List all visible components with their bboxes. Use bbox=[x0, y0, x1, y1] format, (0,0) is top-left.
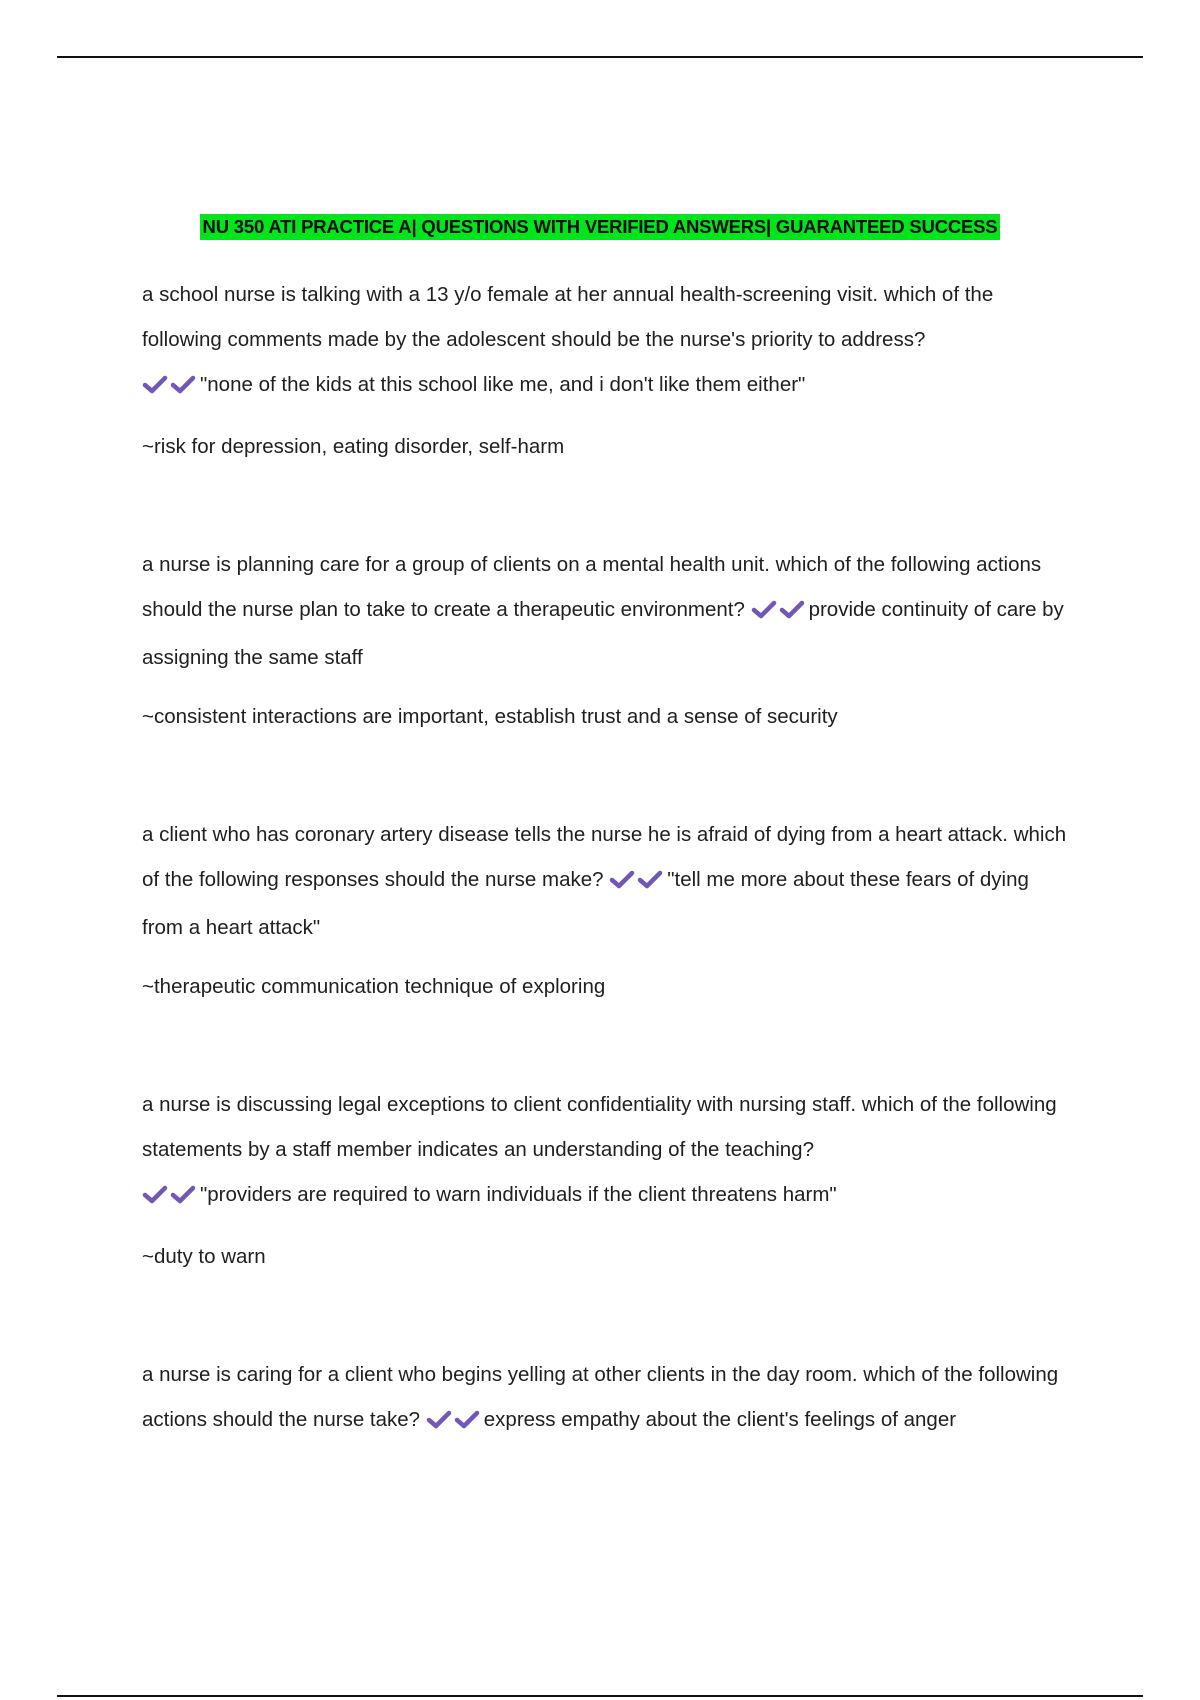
spacer bbox=[142, 1009, 1072, 1082]
answer-text: "none of the kids at this school like me, and i don't like them either" bbox=[200, 373, 806, 396]
qa-item bbox=[142, 542, 1072, 739]
answer-text: "providers are required to warn individuals if the client threatens harm" bbox=[200, 1183, 837, 1206]
question-paragraph bbox=[142, 272, 1072, 410]
spacer bbox=[142, 739, 1072, 812]
rationale-text: ~duty to warn bbox=[142, 1245, 266, 1268]
question-paragraph bbox=[142, 1352, 1072, 1445]
qa-item bbox=[142, 1352, 1072, 1445]
double-check-icon bbox=[426, 1400, 482, 1445]
question-paragraph bbox=[142, 542, 1072, 680]
check-icon bbox=[142, 1184, 170, 1204]
qa-item bbox=[142, 272, 1072, 469]
answer-text: provide continuity of care by assigning the same staff bbox=[142, 598, 1064, 669]
question-paragraph bbox=[142, 812, 1072, 950]
check-icon bbox=[142, 374, 170, 394]
double-check-icon bbox=[142, 1175, 198, 1220]
spacer bbox=[142, 469, 1072, 542]
qa-list bbox=[142, 272, 1072, 1445]
check-icon bbox=[454, 1409, 482, 1429]
check-icon bbox=[170, 374, 198, 394]
rationale-text: ~therapeutic communication technique of exploring bbox=[142, 975, 606, 998]
rationale-text: ~consistent interactions are important, establish trust and a sense of security bbox=[142, 705, 838, 728]
question-text: a nurse is discussing legal exceptions to client confidentiality with nursing staff. which of the following statements by a staff member indicates an understanding of the teaching? bbox=[142, 1093, 1057, 1161]
spacer bbox=[142, 1279, 1072, 1352]
check-icon bbox=[751, 599, 779, 619]
double-check-icon bbox=[142, 365, 198, 410]
title-container bbox=[0, 214, 1200, 240]
rationale-text: ~risk for depression, eating disorder, self-harm bbox=[142, 435, 565, 458]
qa-item bbox=[142, 812, 1072, 1009]
double-check-icon bbox=[609, 860, 665, 905]
top-rule bbox=[57, 56, 1143, 58]
document-title: NU 350 ATI PRACTICE A| QUESTIONS WITH VERIFIED ANSWERS| GUARANTEED SUCCESS bbox=[200, 214, 1001, 240]
double-check-icon bbox=[751, 590, 807, 635]
question-text: a school nurse is talking with a 13 y/o female at her annual health-screening visit. which of the following comments made by the adolescent should be the nurse's priority to address? bbox=[142, 283, 994, 351]
check-icon bbox=[779, 599, 807, 619]
question-paragraph bbox=[142, 1082, 1072, 1220]
qa-item bbox=[142, 1082, 1072, 1279]
question-text: a nurse is caring for a client who begins yelling at other clients in the day room. which of the following actions should the nurse take? bbox=[142, 1363, 1059, 1431]
check-icon bbox=[637, 869, 665, 889]
check-icon bbox=[170, 1184, 198, 1204]
question-text: a nurse is planning care for a group of clients on a mental health unit. which of the following actions should the nurse plan to take to create a therapeutic environment? bbox=[142, 553, 1042, 621]
question-text: a client who has coronary artery disease tells the nurse he is afraid of dying from a heart attack. which of the following responses should the nurse make? bbox=[142, 823, 1067, 891]
check-icon bbox=[426, 1409, 454, 1429]
answer-text: express empathy about the client's feelings of anger bbox=[483, 1408, 957, 1431]
check-icon bbox=[609, 869, 637, 889]
answer-text: "tell me more about these fears of dying from a heart attack" bbox=[142, 868, 1029, 939]
bottom-rule bbox=[57, 1695, 1143, 1697]
